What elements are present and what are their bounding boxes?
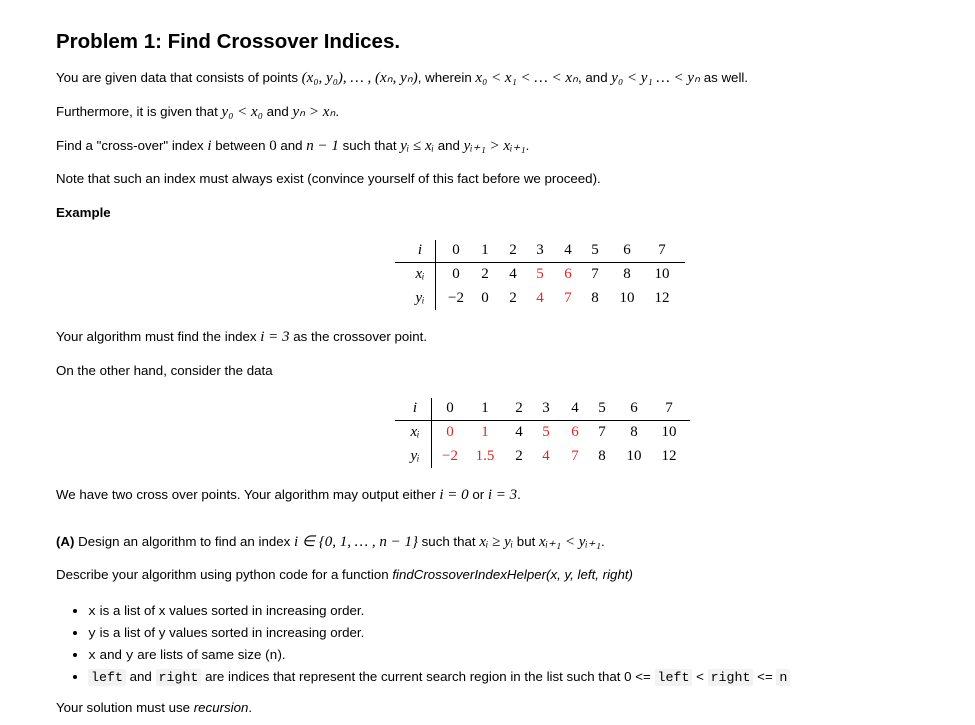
table-cell-y-5: 8	[591, 290, 599, 306]
table-cell-i-4: 4	[571, 400, 579, 416]
table-cell-y-7: 12	[661, 448, 677, 464]
example-table-2	[395, 398, 695, 473]
function-name: findCrossoverIndexHelper(x, y, left, right)	[392, 567, 633, 582]
table-cell-i-0: 0	[452, 242, 460, 258]
table-cell-y-0: −2	[442, 448, 458, 464]
table-cell-i-5: 5	[598, 400, 606, 416]
table-cell-i-1: 1	[481, 400, 489, 416]
table-cell-i-7: 7	[665, 400, 673, 416]
table-cell-x-4: 6	[571, 424, 579, 440]
other-hand-paragraph: On the other hand, consider the data	[56, 363, 273, 378]
table-cell-x-1: 2	[481, 266, 489, 282]
part-a-paragraph: (A) Design an algorithm to find an index i ∈ {0, 1, … , n − 1} such that xᵢ ≥ yᵢ but xᵢ₊₁ < yᵢ₊₁.	[56, 534, 605, 550]
answer-1-paragraph: Your algorithm must find the index i = 3 as the crossover point.	[56, 329, 428, 345]
table-cell-y-3: 4	[536, 290, 544, 306]
list-item: • left and right are indices that represent the current search region in the list such that 0 <= left < right <= n	[88, 666, 790, 688]
table-cell-x-3: 5	[542, 424, 550, 440]
table-cell-i-5: 5	[591, 242, 599, 258]
intro-paragraph: You are given data that consists of points (x₀, y₀), … , (xₙ, yₙ), wherein x₀ < x₁ < … < xₙ, and y₀ < y₁ … < yₙ as well.	[56, 70, 749, 86]
table-cell-y-0: −2	[448, 290, 464, 306]
table-cell-y-3: 4	[542, 448, 550, 464]
row-label-i: i	[412, 400, 418, 416]
table-cell-i-1: 1	[481, 242, 489, 258]
table-cell-x-7: 10	[661, 424, 677, 440]
row-label-y: yᵢ	[415, 290, 425, 306]
table-cell-x-5: 7	[598, 424, 606, 440]
table-cell-i-7: 7	[658, 242, 666, 258]
table-cell-x-0: 0	[452, 266, 460, 282]
list-item: • y is a list of y values sorted in increasing order.	[88, 622, 790, 644]
example-table-1	[395, 240, 695, 315]
table-cell-x-6: 8	[630, 424, 638, 440]
row-label-x: xᵢ	[415, 266, 425, 282]
example-heading: Example	[56, 205, 111, 220]
table-cell-x-2: 4	[515, 424, 523, 440]
table-cell-y-2: 2	[515, 448, 523, 464]
find-paragraph: Find a "cross-over" index i between 0 and n − 1 such that yᵢ ≤ xᵢ and yᵢ₊₁ > xᵢ₊₁.	[56, 138, 530, 154]
table-cell-x-0: 0	[446, 424, 454, 440]
table-cell-i-4: 4	[564, 242, 572, 258]
note-paragraph: Note that such an index must always exist (convince yourself of this fact before we proceed).	[56, 171, 601, 186]
table-cell-y-4: 7	[564, 290, 572, 306]
table-cell-y-6: 10	[619, 290, 635, 306]
furthermore-paragraph: Furthermore, it is given that y₀ < x₀ and yₙ > xₙ.	[56, 104, 340, 120]
list-item: • x is a list of x values sorted in increasing order.	[88, 600, 790, 622]
table-cell-i-3: 3	[536, 242, 544, 258]
table-cell-i-2: 2	[515, 400, 523, 416]
table-cell-x-5: 7	[591, 266, 599, 282]
table-cell-i-3: 3	[542, 400, 550, 416]
list-item: • x and y are lists of same size (n).	[88, 644, 790, 666]
table-cell-x-4: 6	[564, 266, 572, 282]
row-label-i: i	[417, 242, 423, 258]
table-cell-y-2: 2	[509, 290, 517, 306]
row-label-x: xᵢ	[410, 424, 420, 440]
table-cell-i-0: 0	[446, 400, 454, 416]
table-cell-i-6: 6	[623, 242, 631, 258]
row-label-y: yᵢ	[410, 448, 420, 464]
table-cell-x-2: 4	[509, 266, 517, 282]
page-title: Problem 1: Find Crossover Indices.	[56, 30, 401, 53]
table-cell-y-1: 1.5	[475, 448, 495, 464]
table-cell-i-2: 2	[509, 242, 517, 258]
recursion-paragraph: Your solution must use recursion.	[56, 700, 253, 715]
table-cell-i-6: 6	[630, 400, 638, 416]
describe-paragraph: Describe your algorithm using python code for a function findCrossoverIndexHelper(x, y, left, right)	[56, 567, 633, 582]
two-points-paragraph: We have two cross over points. Your algorithm may output either i = 0 or i = 3.	[56, 487, 521, 503]
table-cell-x-7: 10	[654, 266, 670, 282]
table-cell-x-3: 5	[536, 266, 544, 282]
table-cell-x-6: 8	[623, 266, 631, 282]
table-cell-y-4: 7	[571, 448, 579, 464]
table-cell-y-1: 0	[481, 290, 489, 306]
table-cell-y-7: 12	[654, 290, 670, 306]
parameter-list	[56, 600, 790, 688]
table-cell-x-1: 1	[481, 424, 489, 440]
table-cell-y-6: 10	[626, 448, 642, 464]
table-cell-y-5: 8	[598, 448, 606, 464]
